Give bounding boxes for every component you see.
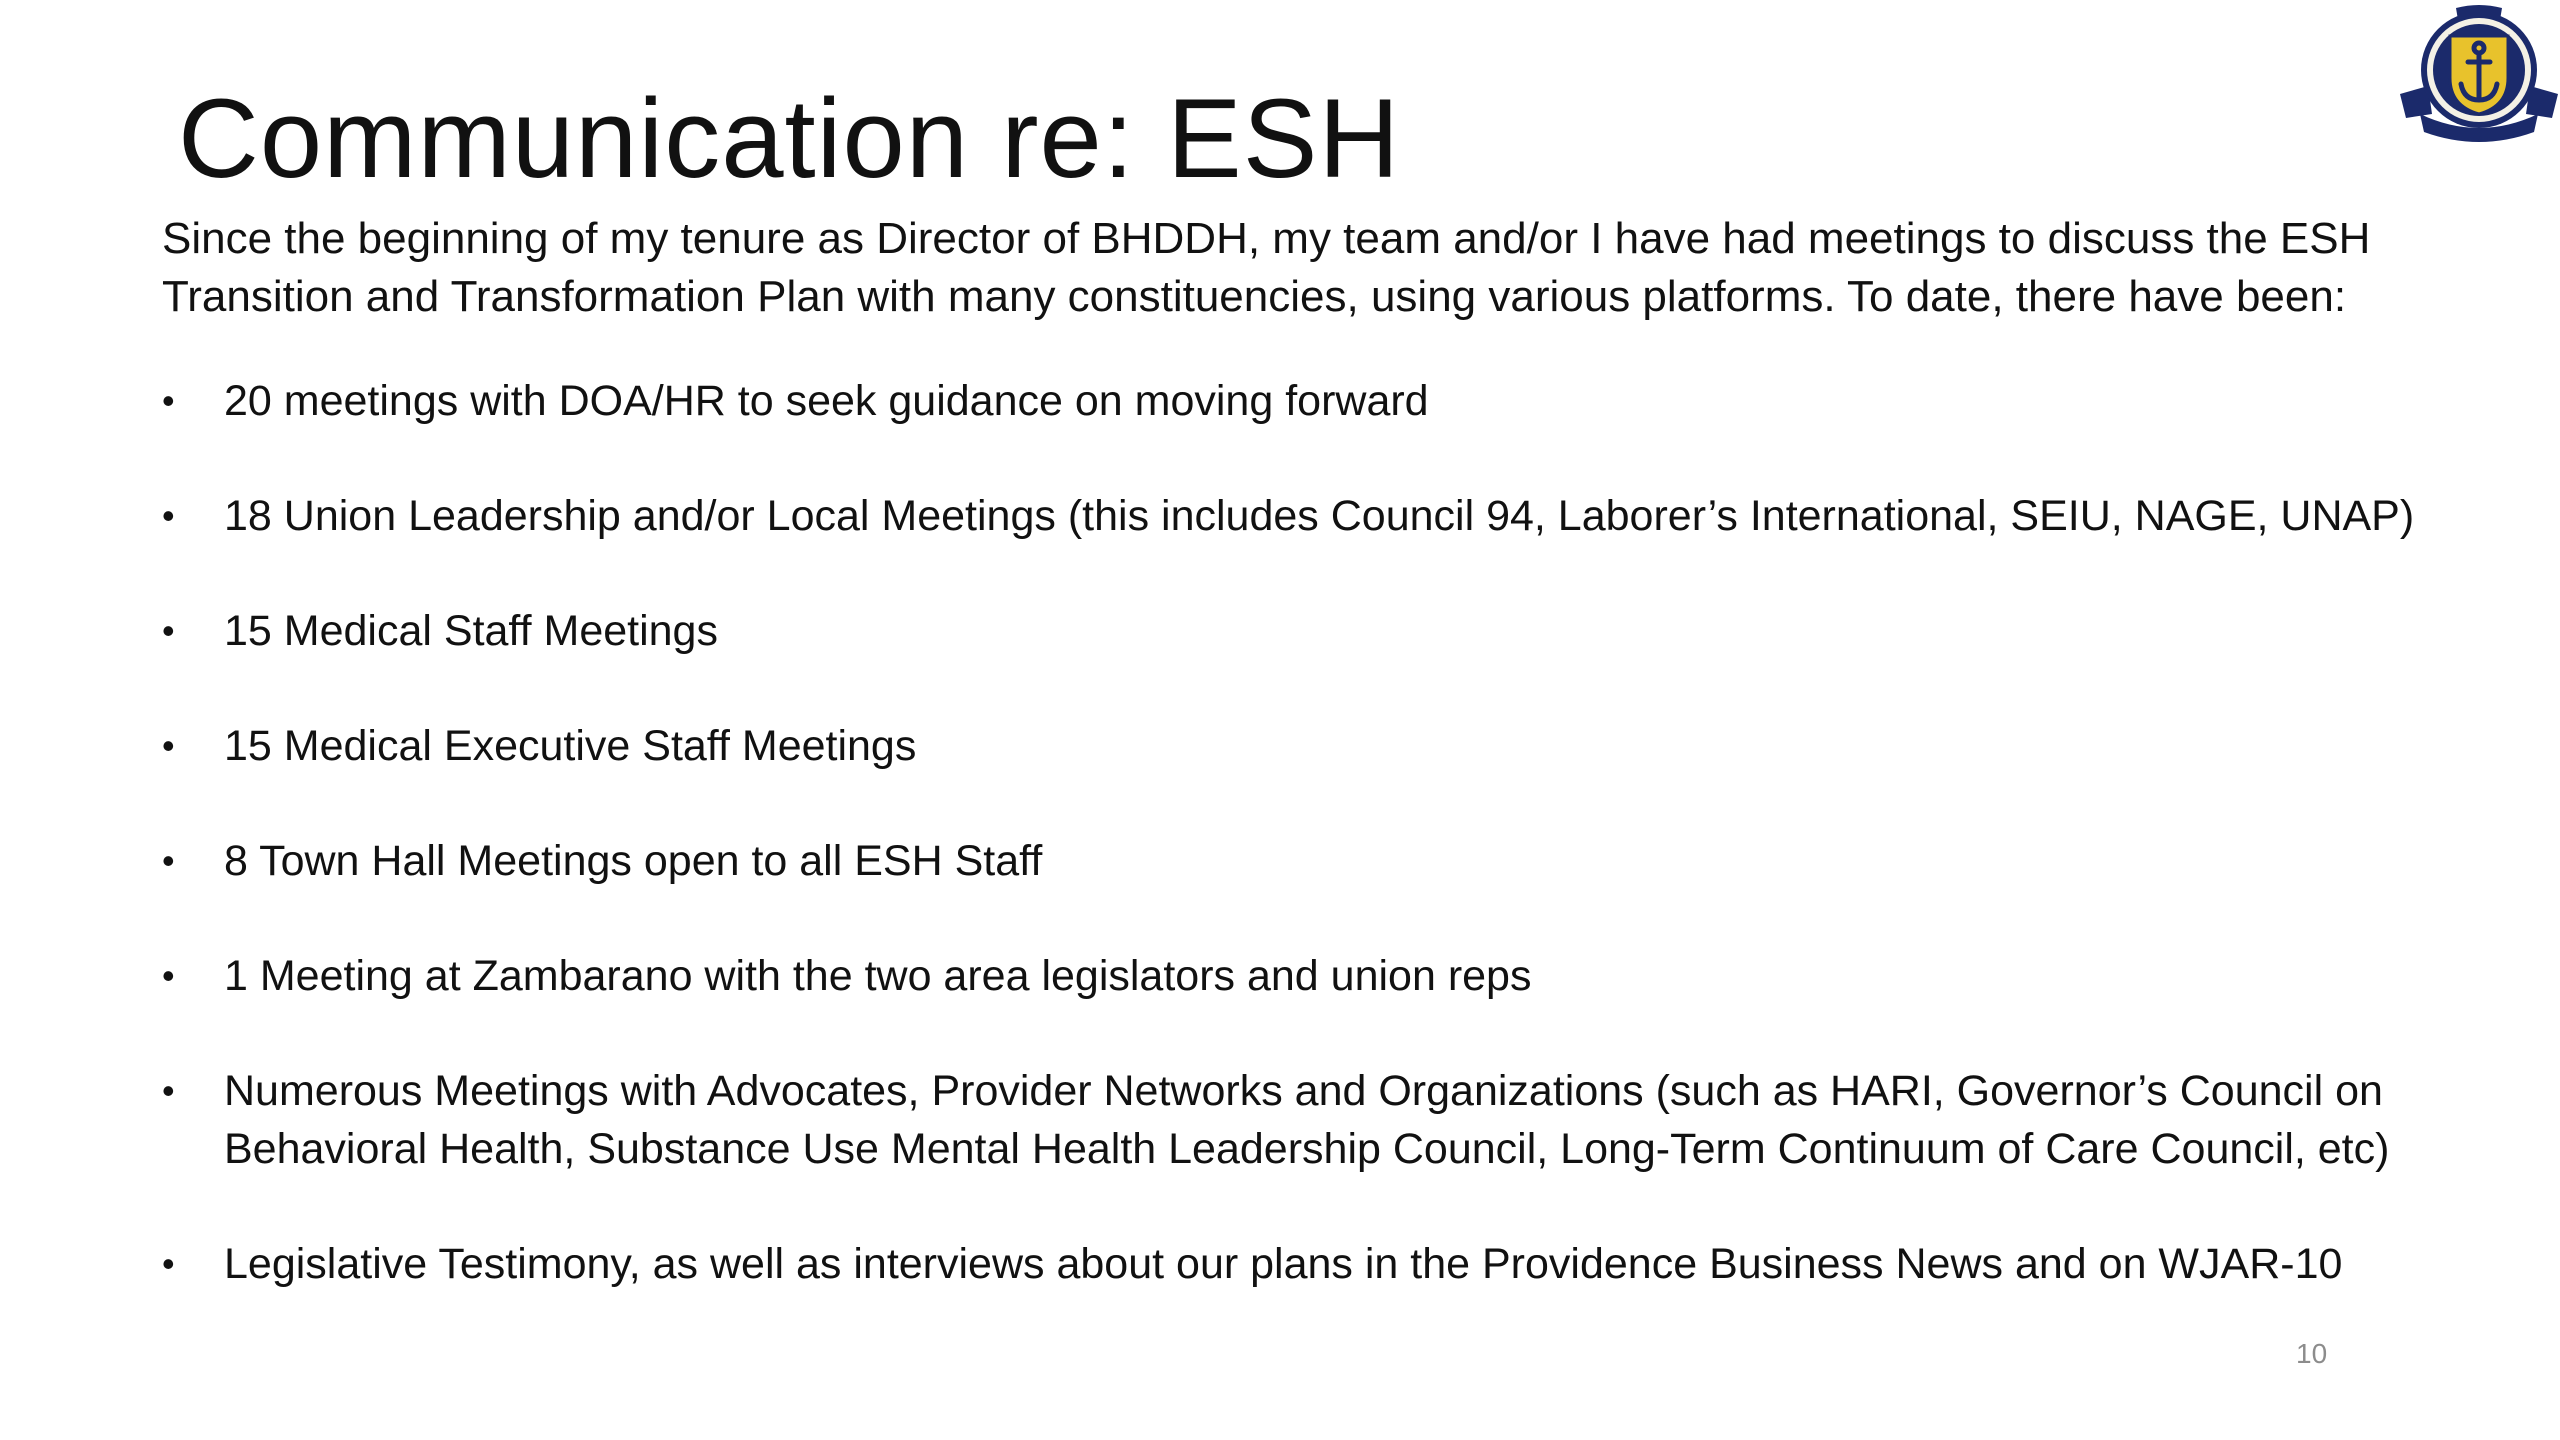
list-item (162, 1235, 2422, 1293)
list-item-text: 8 Town Hall Meetings open to all ESH Staff (224, 837, 1043, 885)
list-item (162, 487, 2422, 545)
list-item-text: Numerous Meetings with Advocates, Provider Networks and Organizations (such as HARI, Governor’s Council on Behavioral Health, Substance Use Mental Health Leadership Council, Long-Term Continuum of Care Council, etc) (224, 1067, 2390, 1173)
intro-paragraph: Since the beginning of my tenure as Director of BHDDH, my team and/or I have had meetings to discuss the ESH Transition and Transformation Plan with many constituencies, using various platforms. To date, there have been: (162, 214, 2371, 321)
bullet-dot-icon: • (162, 610, 175, 651)
list-item-text: 18 Union Leadership and/or Local Meetings (this includes Council 94, Laborer’s International, SEIU, NAGE, UNAP) (224, 492, 2415, 540)
state-seal-logo (2398, 2, 2560, 150)
bullet-dot-icon: • (162, 840, 175, 881)
list-item (162, 832, 2422, 890)
bullet-dot-icon: • (162, 495, 175, 536)
list-item-text: 15 Medical Staff Meetings (224, 607, 718, 655)
bullet-dot-icon: • (162, 725, 175, 766)
bullet-dot-icon: • (162, 1070, 175, 1111)
bullet-dot-icon: • (162, 1243, 175, 1284)
bullet-dot-icon: • (162, 955, 175, 996)
list-item (162, 947, 2422, 1005)
slide-title: Communication re: ESH (178, 76, 1401, 201)
list-item (162, 372, 2422, 430)
bullet-dot-icon: • (162, 380, 175, 421)
page-number: 10 (2296, 1338, 2328, 1369)
bullet-list (162, 372, 2422, 1350)
list-item-text: 20 meetings with DOA/HR to seek guidance on moving forward (224, 377, 1429, 425)
list-item-text: Legislative Testimony, as well as interviews about our plans in the Providence Business News and on WJAR-10 (224, 1240, 2343, 1288)
list-item (162, 1062, 2422, 1178)
list-item-text: 15 Medical Executive Staff Meetings (224, 722, 917, 770)
list-item-text: 1 Meeting at Zambarano with the two area legislators and union reps (224, 952, 1532, 1000)
list-item (162, 717, 2422, 775)
list-item (162, 602, 2422, 660)
